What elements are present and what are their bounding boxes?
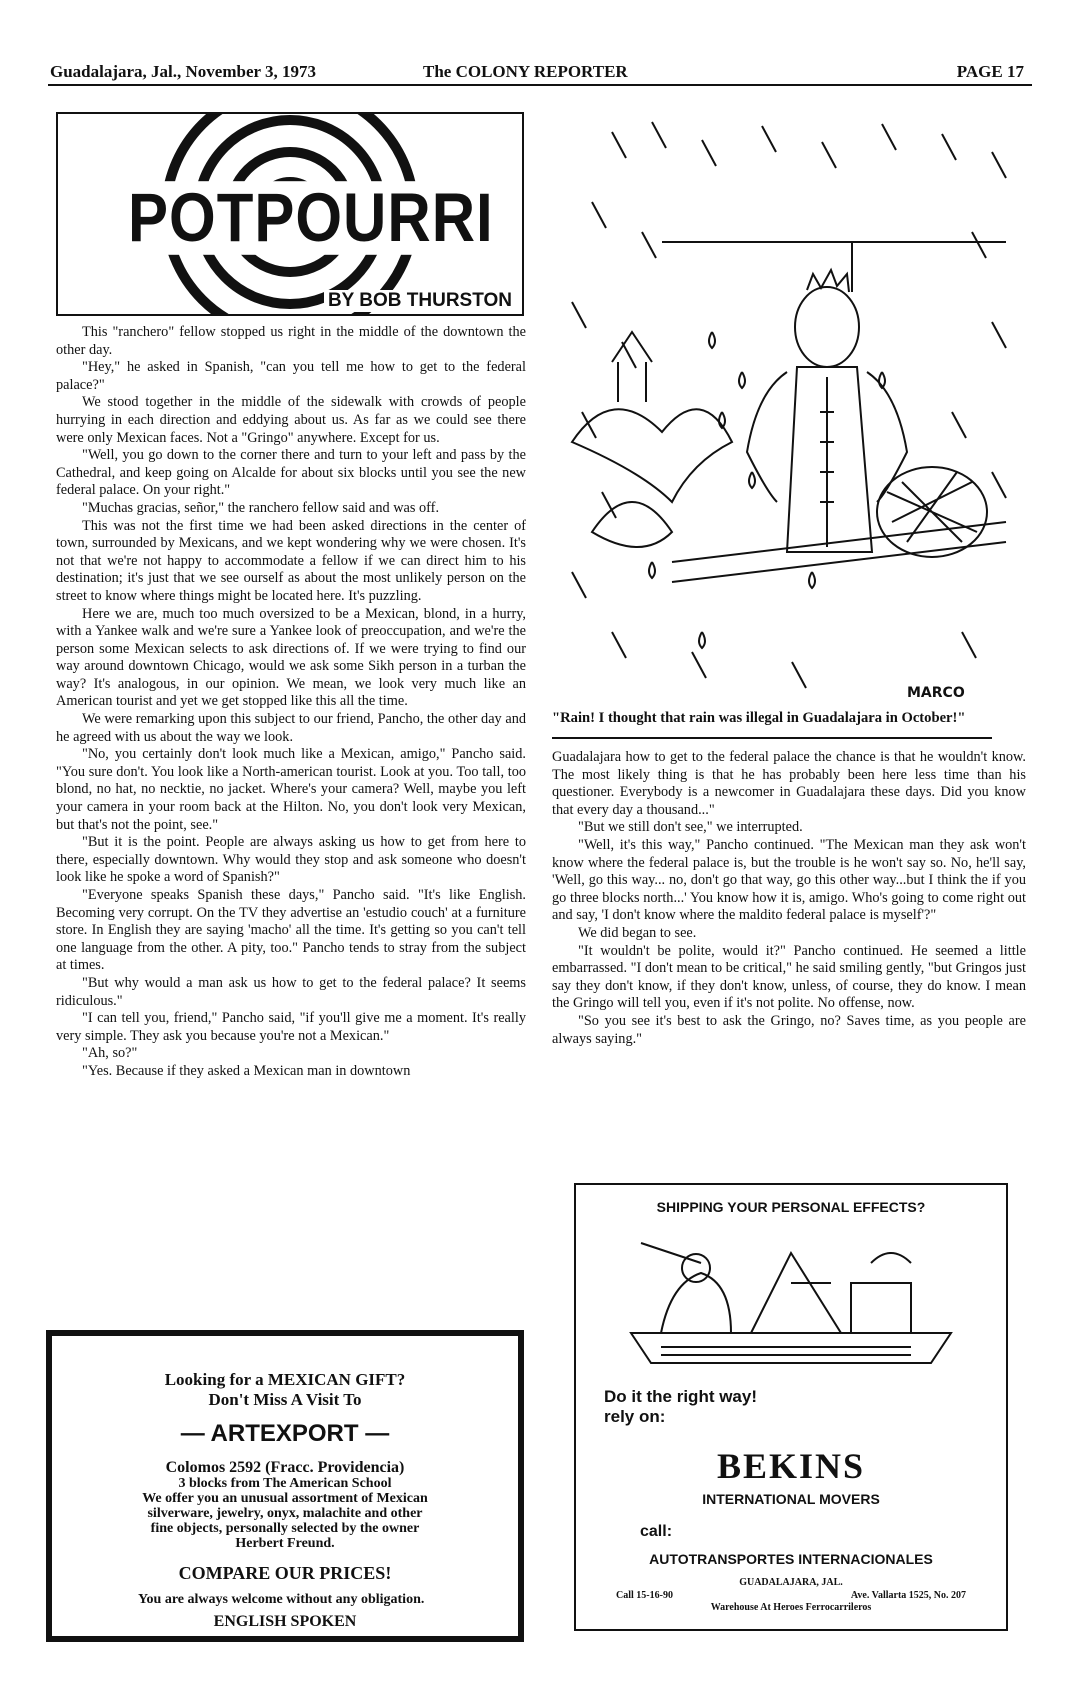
article-body-left xyxy=(56,324,526,1081)
ad-city: GUADALAJARA, JAL. xyxy=(739,1577,843,1588)
ad-subheadline: Don't Miss A Visit To xyxy=(208,1390,362,1409)
article-body-right xyxy=(552,749,1032,1048)
right-column xyxy=(552,112,1032,1048)
ad-directions: 3 blocks from The American School xyxy=(178,1476,392,1491)
paragraph: We stood together in the middle of the sidewalk with crowds of people hurrying in each direction and eddying about us. As far as we could see there were only Mexican faces. Not a "Gringo" anywhere. Except for us. xyxy=(56,394,526,446)
ad-offer: We offer you an unusual assortment of Mexican silverware, jewelry, onyx, malachite and other fine objects, personally selected by the owner Herbert Freund. xyxy=(142,1491,428,1551)
paragraph: This "ranchero" fellow stopped us right in the middle of the downtown the other day. xyxy=(56,324,526,358)
ad-address: Ave. Vallarta 1525, No. 207 xyxy=(850,1590,966,1601)
ad-english-spoken: ENGLISH SPOKEN xyxy=(213,1613,357,1630)
artexport-ad xyxy=(46,1330,524,1642)
paragraph: "Well, it's this way," Pancho continued. "The Mexican man they ask won't know where the federal palace is, but the trouble is he won't say so. No, he'll say, 'Well, go this way... no, don't go that way, go this other way...but I think the if you go three blocks north...' You know how it is, amigo. Who's going to come right out and say, 'I don't know where the maldito federal palace is myself'?" xyxy=(552,836,1026,924)
publication-title: The COLONY REPORTER xyxy=(423,62,628,81)
paragraph: Guadalajara how to get to the federal palace the chance is that he wouldn't know. The most likely thing is that he has probably been here less time than his questioner. Everybody is a newcomer in Guadalajara these days. Did you know that every day a thousand..." xyxy=(552,749,1026,818)
paragraph: "But why would a man ask us how to get to the federal palace? It seems ridiculous." xyxy=(56,974,526,1009)
mover-boat-icon xyxy=(601,1223,981,1373)
paragraph: Here we are, much too much oversized to be a Mexican, blond, in a hurry, with a Yankee walk and we're sure a Yankee look of preoccupation, and we're the person some Mexican selects to ask directions of. If we were trying to find our way around downtown Chicago, would we ask some Sikh person in a turban the way? It's analogous, in our opinion. We mean, we look very much like an American tourist and yet we get stopped like this all the time. xyxy=(56,605,526,710)
paragraph: "I can tell you, friend," Pancho said, "if you'll give me a moment. It's really very simple. They ask you because you're not a Mexican." xyxy=(56,1010,526,1044)
ad-movers: INTERNATIONAL MOVERS xyxy=(702,1491,880,1507)
paragraph: We did began to see. xyxy=(578,924,697,941)
ad-contact xyxy=(576,1590,1006,1602)
paragraph: "It wouldn't be polite, would it?" Pancho continued. He seemed a little embarrassed. "I don't mean to be critical," he said smiling gently, "but Gringos just say they don't know, if they don't know, unless, of course, they do know. I mean the Gringo will tell you, even if it's not polite. No offense, now. xyxy=(552,942,1026,1012)
cartoon-caption: "Rain! I thought that rain was illegal in Guadalajara in October!" xyxy=(552,710,966,726)
paragraph: "But it is the point. People are always asking us how to get from here to there, especially downtown. Why would they stop and ask someone who doesn't look like he spoke a word of Spanish?" xyxy=(56,834,526,886)
paragraph: This was not the first time we had been asked directions in the center of town, surrounded by Mexicans, and we kept wondering why we were chosen. It's not that we're not happy to accommodate a fellow if we can direct him to his destination; it's just that we see ourself as about the most unlikely person on the street to know where things might be located here. It's puzzling. xyxy=(56,517,526,604)
bekins-ad xyxy=(574,1183,1008,1631)
page-number: PAGE 17 xyxy=(956,62,1024,81)
ad-welcome: You are always welcome without any obligation. xyxy=(138,1592,425,1607)
ad-phone: Call 15-16-90 xyxy=(616,1590,673,1601)
ad-company: AUTOTRANSPORTES INTERNACIONALES xyxy=(649,1551,933,1567)
ad-address: Colomos 2592 (Fracc. Providencia) xyxy=(165,1459,405,1476)
ad-right-way xyxy=(604,1387,1006,1427)
ad-headline: Looking for a MEXICAN GIFT? xyxy=(164,1370,406,1389)
paragraph: "Hey," he asked in Spanish, "can you tell me how to get to the federal palace?" xyxy=(56,359,526,393)
divider xyxy=(552,737,992,739)
paragraph: We were remarking upon this subject to our friend, Pancho, the other day and he agreed with us about the way we look. xyxy=(56,711,526,745)
ad-brand: — ARTEXPORT — xyxy=(180,1420,390,1447)
left-column xyxy=(56,112,526,1081)
rain-cartoon xyxy=(552,112,1016,702)
shipping-illustration xyxy=(601,1223,981,1373)
ad-warehouse: Warehouse At Heroes Ferrocarrileros xyxy=(710,1602,872,1613)
paragraph: "So you see it's best to ask the Gringo, no? Saves time, as you people are always saying." xyxy=(552,1012,1026,1047)
paragraph: "Everyone speaks Spanish these days," Pancho said. "It's like English. Becoming very corrupt. On the TV they advertise an 'estudio couch' at a furniture store. In English they are saying 'macho' all the time. It's getting so you can't tell one language from the other. A pity, too." Pancho tends to stray from the subject at times. xyxy=(56,887,526,974)
ad-right-way-line2: rely on: xyxy=(604,1407,666,1426)
cartoon-illustration xyxy=(552,112,1016,702)
paragraph: "Well, you go down to the corner there and turn to your left and pass by the Cathedral, and keep going on Alcalde for about six blocks until you see the new federal palace. On your right." xyxy=(56,447,526,499)
cartoon-signature: MARCO xyxy=(907,685,965,701)
column-banner xyxy=(56,112,524,316)
ad-compare-prices: COMPARE OUR PRICES! xyxy=(178,1563,392,1583)
paragraph: "But we still don't see," we interrupted. xyxy=(578,819,803,836)
column-title: POTPOURRI xyxy=(128,178,494,256)
paragraph: "Muchas gracias, señor," the ranchero fellow said and was off. xyxy=(82,499,440,516)
page-header xyxy=(48,62,1032,86)
paragraph: "No, you certainly don't look much like a Mexican, amigo," Pancho said. "You sure don't. You look like a North-american tourist. Look at you. Too tall, too blond, no hat, no necktie, no jacket. Where's your camera? Well, maybe you left your camera in your room back at the Hilton. No, you don't look very Mexican, but that's not the point, see." xyxy=(56,746,526,833)
ad-call-label: call: xyxy=(640,1523,673,1540)
paragraph: "Yes. Because if they asked a Mexican man in downtown xyxy=(82,1062,411,1079)
bekins-logo: BEKINS xyxy=(716,1446,866,1486)
paragraph: "Ah, so?" xyxy=(82,1045,138,1062)
byline: BY BOB THURSTON xyxy=(324,290,516,312)
ad-right-way-line1: Do it the right way! xyxy=(604,1387,757,1406)
dateline: Guadalajara, Jal., November 3, 1973 xyxy=(50,62,317,81)
ad-header: SHIPPING YOUR PERSONAL EFFECTS? xyxy=(656,1199,926,1215)
